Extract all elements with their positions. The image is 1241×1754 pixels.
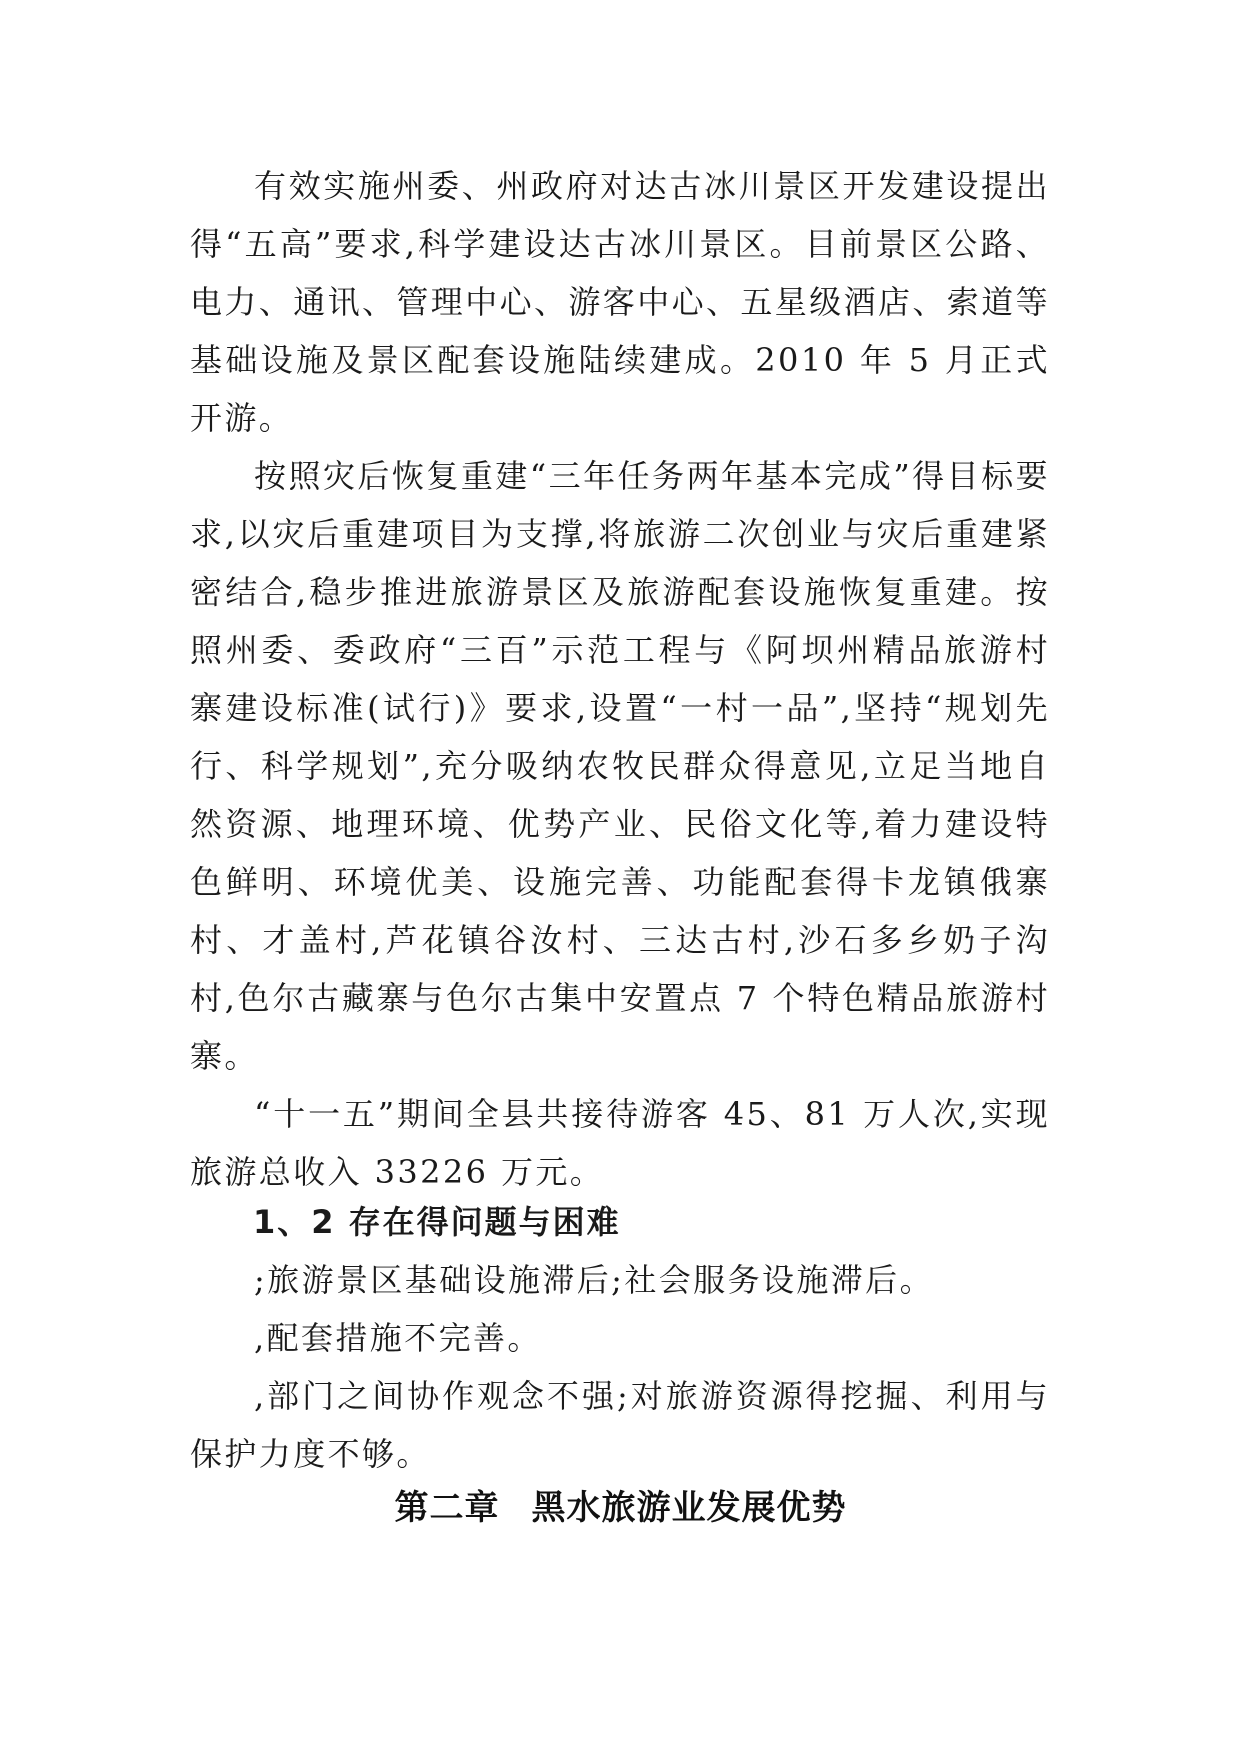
- issues-list: [190, 1251, 1050, 1483]
- issue-item: ,部门之间协作观念不强;对旅游资源得挖掘、利用与保护力度不够。: [190, 1377, 1050, 1473]
- chapter-title: [0, 1478, 1241, 1538]
- chapter-name: 黑水旅游业发展优势: [531, 1488, 847, 1528]
- issue-item: ,配套措施不完善。: [254, 1319, 542, 1357]
- paragraph-tourism-statistics: “十一五”期间全县共接待游客 45、81 万人次,实现旅游总收入 33226 万元。: [190, 1095, 1050, 1191]
- section-heading: 1、2 存在得问题与困难: [253, 1203, 621, 1241]
- paragraph-reconstruction: 按照灾后恢复重建“三年任务两年基本完成”得目标要求,以灾后重建项目为支撑,将旅游二次创业与灾后重建紧密结合,稳步推进旅游景区及旅游配套设施恢复重建。按照州委、委政府“三百”示范工程与《阿坝州精品旅游村寨建设标准(试行)》要求,设置“一村一品”,坚持“规划先行、科学规划”,充分吸纳农牧民群众得意见,立足当地自然资源、地理环境、优势产业、民俗文化等,着力建设特色鲜明、环境优美、设施完善、功能配套得卡龙镇俄寨村、才盖村,芦花镇谷汝村、三达古村,沙石多乡奶子沟村,色尔古藏寨与色尔古集中安置点 7 个特色精品旅游村寨。: [190, 457, 1050, 1075]
- chapter-number: 第二章: [394, 1488, 500, 1528]
- paragraph-glacier-development: 有效实施州委、州政府对达古冰川景区开发建设提出得“五高”要求,科学建设达古冰川景区。目前景区公路、电力、通讯、管理中心、游客中心、五星级酒店、索道等基础设施及景区配套设施陆续建成。2010 年 5 月正式开游。: [190, 167, 1051, 437]
- body-text: [190, 157, 1050, 1201]
- issue-item: ;旅游景区基础设施滞后;社会服务设施滞后。: [254, 1261, 934, 1299]
